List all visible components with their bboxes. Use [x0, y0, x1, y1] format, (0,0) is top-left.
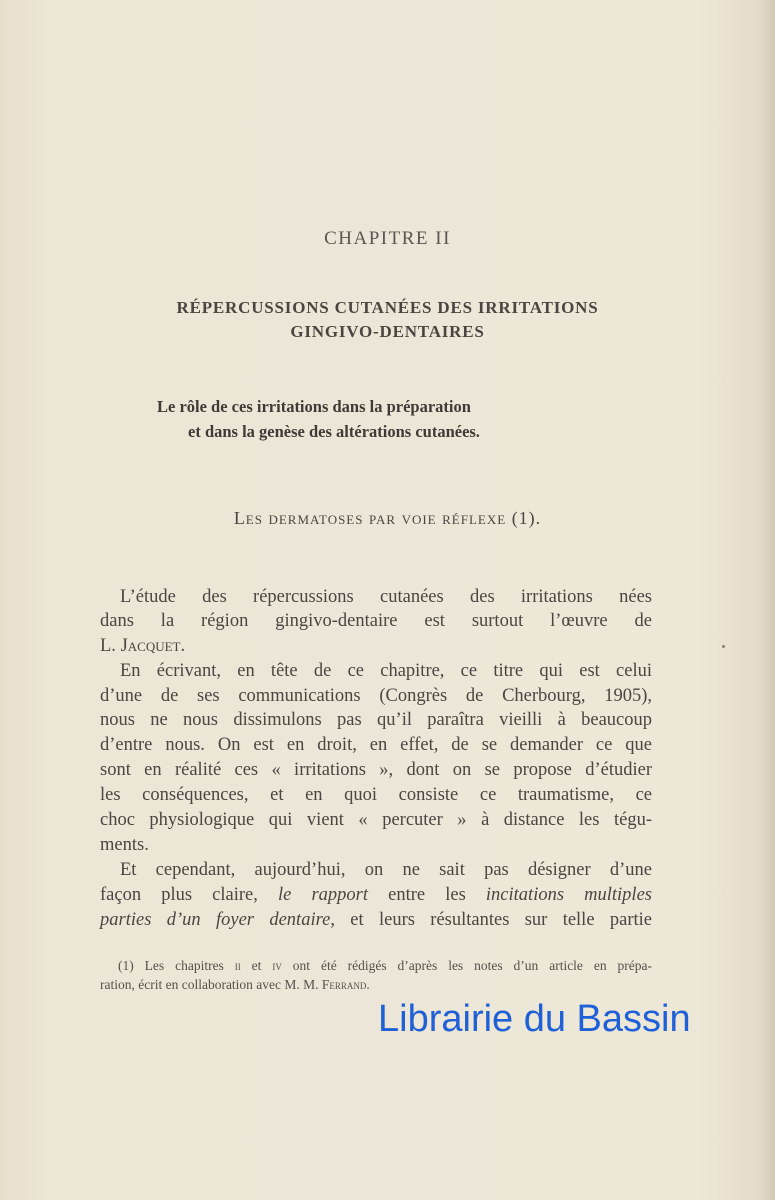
chapter-title-line-1: RÉPERCUSSIONS CUTANÉES DES IRRITATIONS [176, 298, 599, 317]
author-name: Ferrand. [321, 977, 370, 992]
section-title: Les dermatoses par voie réflexe [233, 508, 507, 528]
body-line: les conséquences, et en quoi consiste ce traumatisme, ce [100, 785, 652, 805]
body-line: sont en réalité ces « irritations », dont on se propose d’étudier [100, 760, 652, 780]
body-line [100, 908, 652, 932]
body-line: nous ne nous dissimulons pas qu’il paraîtra vieilli à beaucoup [100, 710, 652, 730]
text: (1) Les chapitres [118, 958, 235, 973]
italic-text: le rapport [278, 885, 369, 905]
body-line: En écrivant, en tête de ce chapitre, ce titre qui est celui [120, 661, 652, 681]
roman-numeral: iv [272, 958, 282, 973]
text: entre les [368, 885, 486, 905]
body-line: d’une de ses communications (Congrès de Cherbourg, 1905), [100, 686, 652, 706]
subtitle-line-1: Le rôle de ces irritations dans la préparation [157, 397, 471, 416]
body-line: dans la région gingivo-dentaire est surtout l’œuvre de [100, 611, 652, 631]
speck [722, 645, 725, 648]
subtitle-line-2: et dans la genèse des altérations cutanées. [188, 422, 480, 441]
footnote-ref: (1). [511, 508, 542, 528]
text: et [240, 958, 273, 973]
text: ration, écrit en collaboration avec M. M. [100, 977, 322, 992]
italic-text: parties d’un foyer dentaire [100, 910, 331, 930]
body-line: L’étude des répercussions cutanées des irritations nées [120, 587, 652, 607]
text: L. [100, 636, 121, 656]
author-name: Jacquet. [120, 636, 186, 656]
body-line: Et cependant, aujourd’hui, on ne sait pas désigner d’une [120, 860, 652, 880]
footnote-line [118, 957, 652, 975]
text: , et leurs résultantes sur telle partie [330, 910, 652, 930]
body-line: ments. [100, 835, 149, 855]
roman-numeral: ii [234, 958, 241, 973]
body-line [100, 634, 652, 658]
body-line: d’entre nous. On est en droit, en effet, de se demander ce que [100, 735, 652, 755]
italic-text: incitations multiples [485, 885, 652, 905]
chapter-title-line-2: GINGIVO-DENTAIRES [290, 322, 485, 341]
watermark: Librairie du Bassin [378, 998, 691, 1040]
body-line [100, 883, 652, 907]
footnote-line [100, 976, 652, 994]
section-heading [0, 508, 775, 529]
chapter-heading: CHAPITRE II [324, 228, 451, 249]
body-line: choc physiologique qui vient « percuter » à distance les tégu- [100, 810, 652, 830]
text: ont été rédigés d’après les notes d’un article en prépa- [281, 958, 652, 973]
text: façon plus claire, [100, 885, 278, 905]
